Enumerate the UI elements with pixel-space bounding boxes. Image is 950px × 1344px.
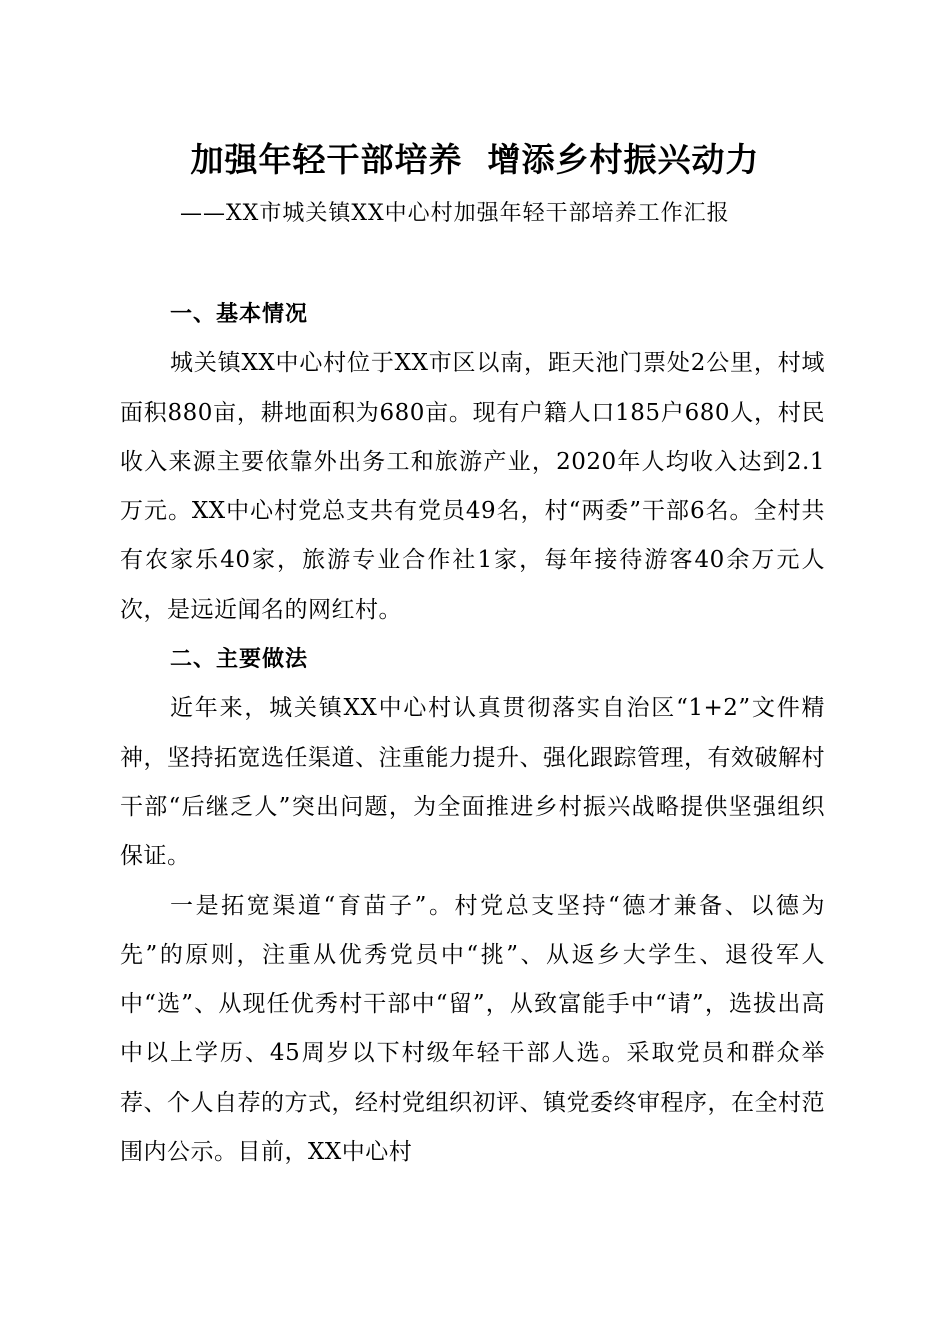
- document-subtitle: ——XX市城关镇XX中心村加强年轻干部培养工作汇报: [180, 201, 730, 226]
- document-title: 加强年轻干部培养 增添乡村振兴动力: [190, 140, 760, 179]
- section-heading-main-practices: 二、主要做法: [170, 647, 309, 673]
- document-body: [120, 290, 825, 1177]
- paragraph-basic-situation: 城关镇XX中心村位于XX市区以南，距天池门票处2公里，村域面积880亩，耕地面积为680亩。现有户籍人口185户680人，村民收入来源主要依靠外出务工和旅游产业，2020年人均收入达到2.1万元。XX中心村党总支共有党员49名，村“两委”干部6名。全村共有农家乐40家，旅游专业合作社1家，每年接待游客40余万元人次，是远近闻名的网红村。: [120, 350, 825, 623]
- section-heading-basic-situation: 一、基本情况: [170, 302, 309, 327]
- paragraph-broaden-channels: 一是拓宽渠道“育苗子”。村党总支坚持“德才兼备、以德为先”的原则，注重从优秀党员中“挑”、从返乡大学生、退役军人中“选”、从现任优秀村干部中“留”，从致富能手中“请”，选拔出高中以上学历、45周岁以下村级年轻干部人选。采取党员和群众举荐、个人自荐的方式，经村党组织初评、镇党委终审程序，在全村范围内公示。目前，XX中心村: [120, 892, 825, 1166]
- paragraph-main-practices-intro: 近年来，城关镇XX中心村认真贯彻落实自治区“1+2”文件精神，坚持拓宽选任渠道、注重能力提升、强化跟踪管理，有效破解村干部“后继乏人”突出问题，为全面推进乡村振兴战略提供坚强组织保证。: [120, 695, 825, 870]
